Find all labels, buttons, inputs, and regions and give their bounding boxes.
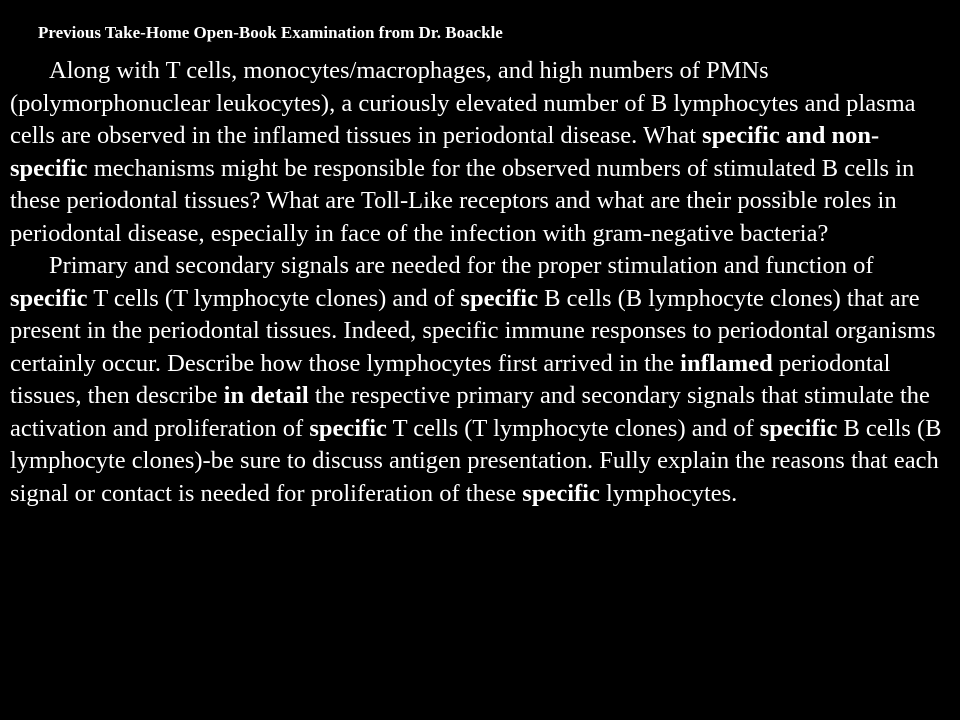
slide-title: Previous Take-Home Open-Book Examination from Dr. Boackle <box>38 23 503 42</box>
paragraph-2-text-5: the respective primary and secondary signals that stimulate the activation and proliferation of <box>10 382 930 442</box>
paragraph-2-text-1: Primary and secondary signals are needed for the proper stimulation and function of <box>49 252 874 279</box>
paragraph-2-text-3: B cells (B lymphocyte clones) that are present in the periodontal tissues. Indeed, specific immune responses to periodontal organisms certainly occur. Describe how those lymphocytes first arrived in the <box>10 284 936 377</box>
paragraph-2-text-6: T cells (T lymphocyte clones) and of <box>386 414 760 442</box>
paragraph-2-bold-4: in detail <box>223 382 309 409</box>
paragraph-2-bold-2: specific <box>460 284 538 312</box>
paragraph-2-text-4: periodontal tissues, then describe <box>10 349 891 409</box>
paragraph-1-bold-1: specific and non-specific <box>10 122 880 182</box>
question-body <box>10 55 955 510</box>
question-paragraph-2 <box>10 250 955 510</box>
paragraph-2-bold-6: specific <box>759 414 838 442</box>
paragraph-2-text-7: B cells (B lymphocyte clones)-be sure to discuss antigen presentation. Fully explain the reasons that each signal or contact is needed for proliferation of these <box>10 414 942 507</box>
paragraph-1-text-1: Along with T cells, monocytes/macrophages, and high numbers of PMNs (polymorphonuclear leukocytes), a curiously elevated number of B lymphocytes and plasma cells are observed in the inflamed tissues in periodontal disease. What <box>10 57 916 149</box>
paragraph-2-bold-1: specific <box>10 284 88 312</box>
paragraph-2-bold-5: specific <box>309 414 387 442</box>
paragraph-2-text-2: T cells (T lymphocyte clones) and of <box>87 284 461 312</box>
paragraph-2-bold-3: inflamed <box>680 349 773 377</box>
paragraph-2-text-8: lymphocytes. <box>599 479 738 507</box>
paragraph-1-text-2: mechanisms might be responsible for the observed numbers of stimulated B cells in these periodontal tissues? What are Toll-Like receptors and what are their possible roles in periodontal disease, especially in face of the infection with gram-negative bacteria? <box>10 154 915 247</box>
question-paragraph-1 <box>10 55 955 250</box>
paragraph-2-bold-7: specific <box>522 479 600 507</box>
